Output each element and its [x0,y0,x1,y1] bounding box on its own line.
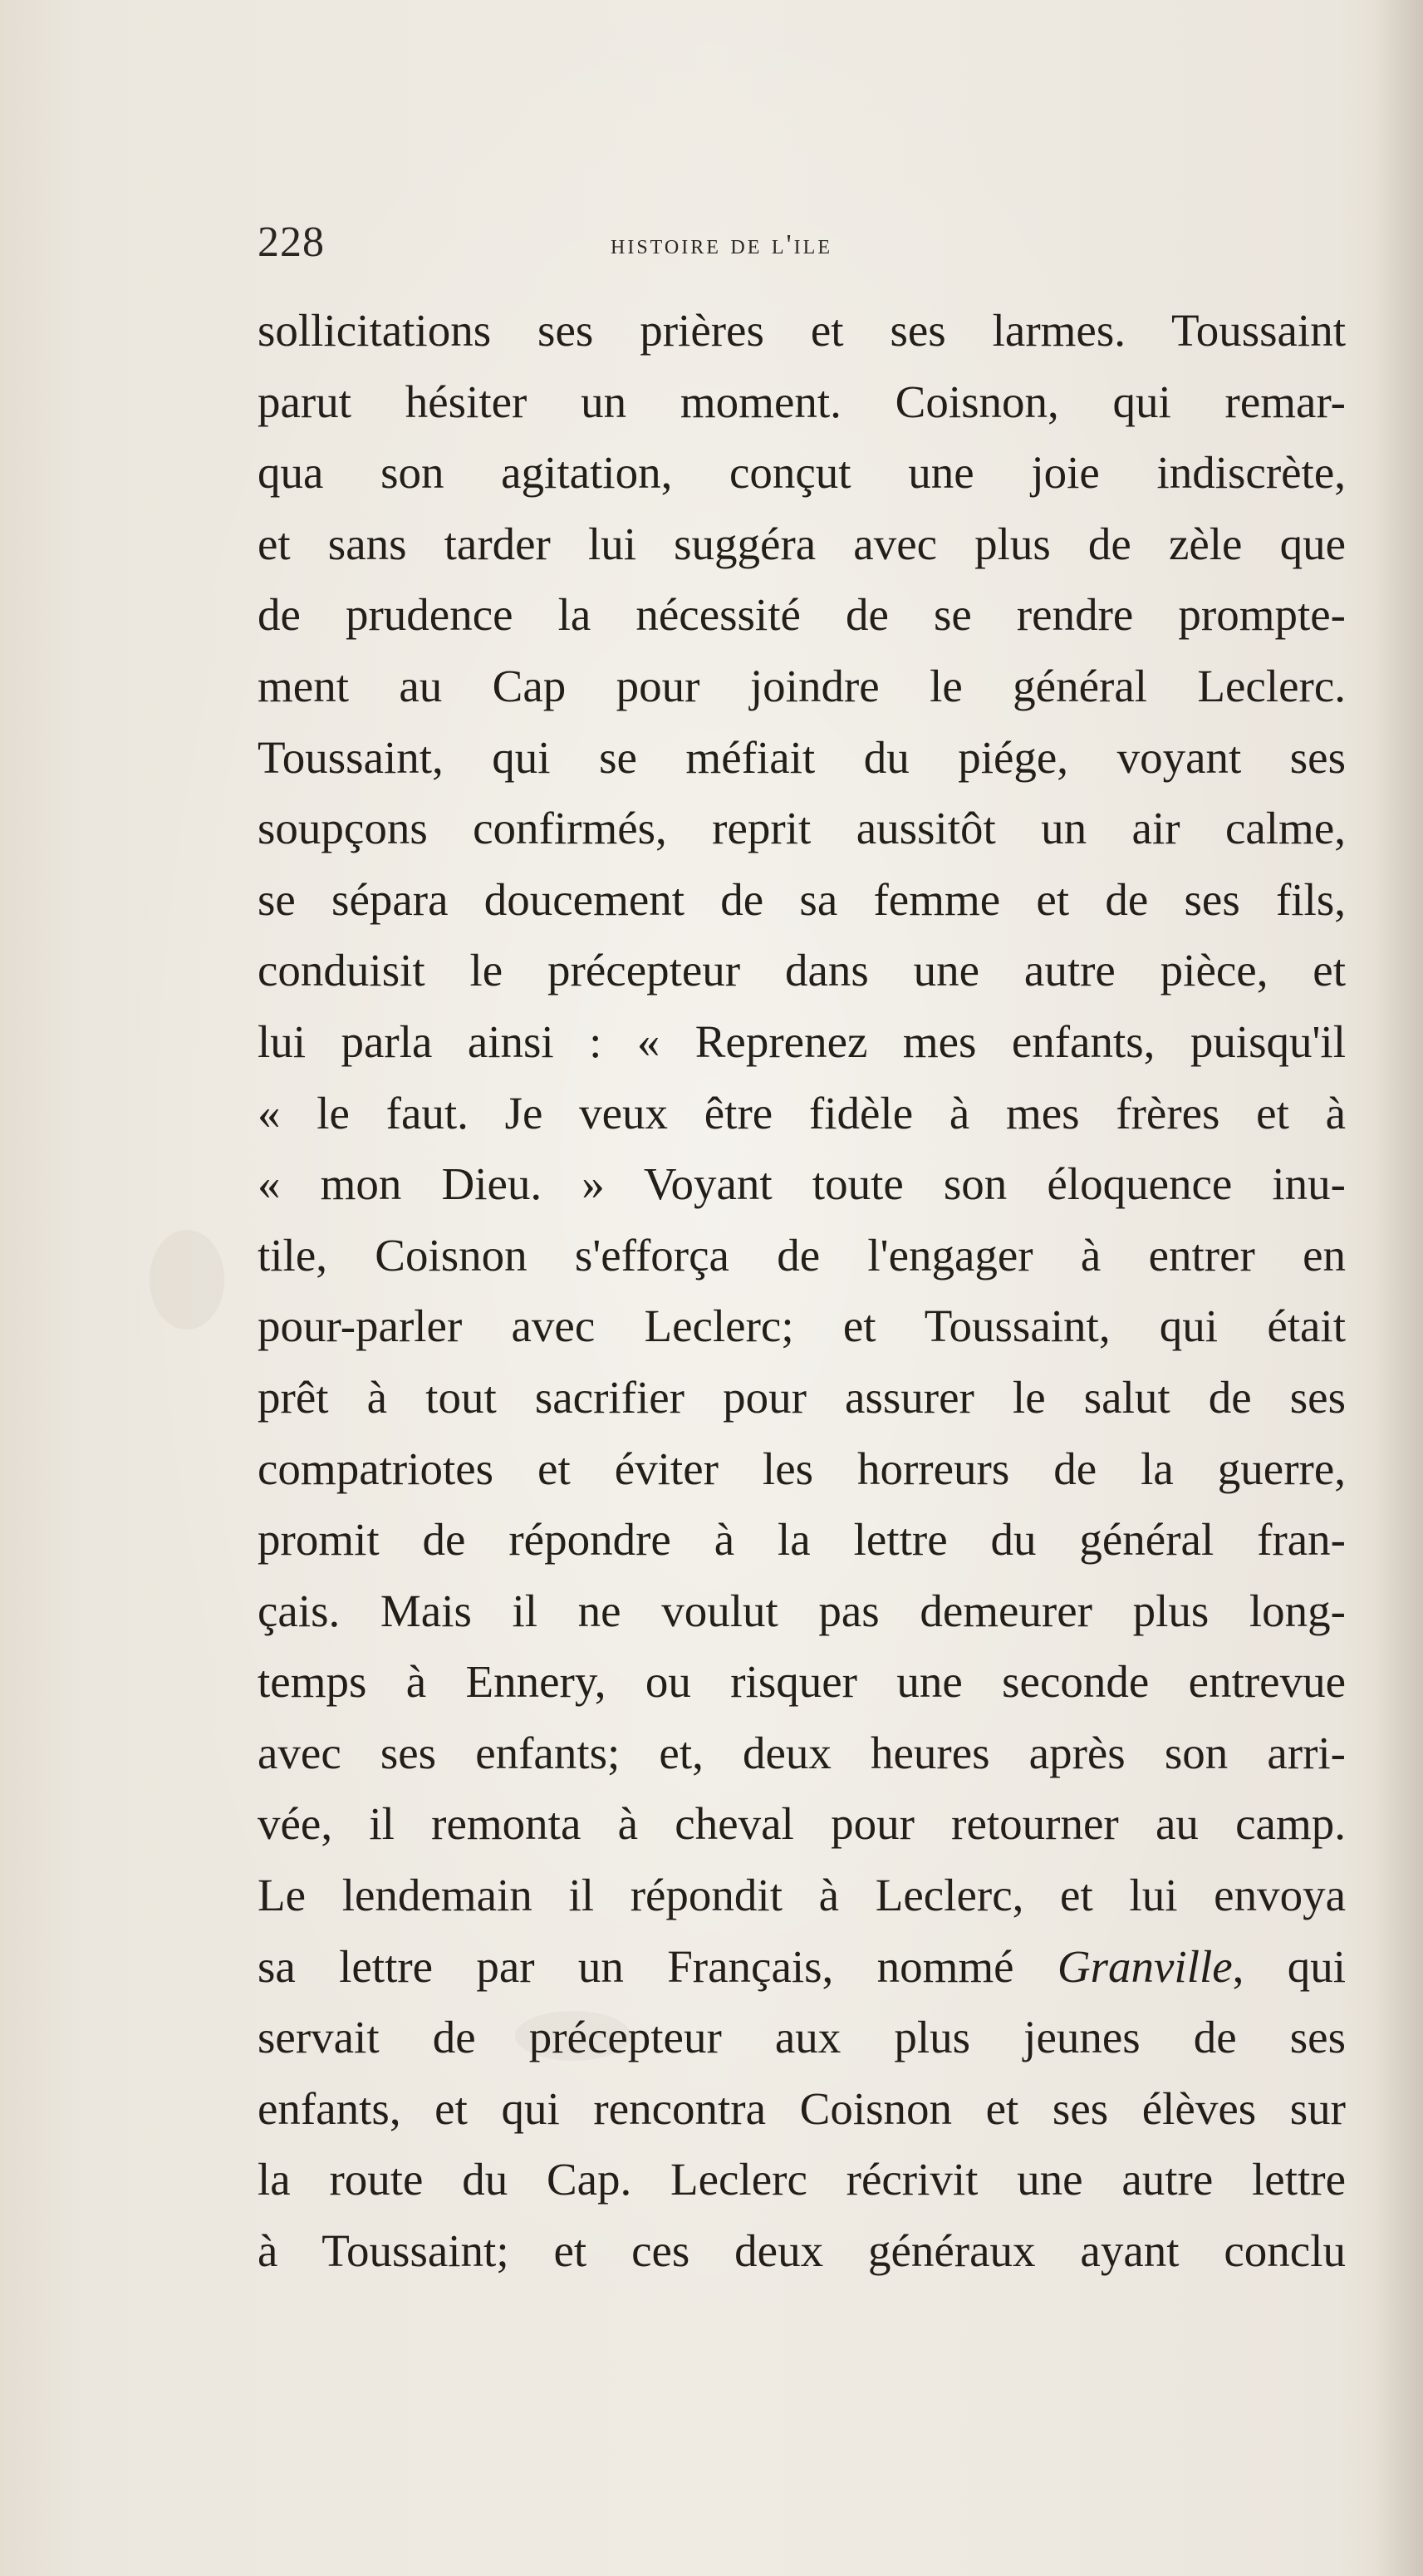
text-line: servait de précepteur aux plus jeunes de ses [258,2012,1346,2063]
text-line: tile, Coisnon s'efforça de l'engager à entrer en [258,1229,1346,1281]
text-line: enfants, et qui rencontra Coisnon et ses élèves sur [258,2082,1346,2134]
running-head: histoire de l'ile [611,229,832,260]
text-line: sollicitations ses prières et ses larmes. Toussaint [258,305,1346,356]
text-line: parut hésiter un moment. Coisnon, qui remar- [258,376,1346,427]
text-line: « mon Dieu. » Voyant toute son éloquence inu- [258,1158,1346,1210]
text-line: « le faut. Je veux être fidèle à mes frères et à [258,1087,1346,1138]
text-line: ment au Cap pour joindre le général Leclerc. [258,660,1346,711]
page-header [258,218,1346,276]
text-line: se sépara doucement de sa femme et de ses fils, [258,873,1346,925]
text-line: prêt à tout sacrifier pour assurer le salut de ses [258,1371,1346,1423]
body-text [258,295,1346,2287]
text-segment: sa lettre par un Français, nommé [258,1940,1057,1992]
text-line: çais. Mais il ne voulut pas demeurer plus long- [258,1585,1346,1636]
paper-stain [150,1230,224,1330]
page-number: 228 [258,219,325,266]
text-line: soupçons confirmés, reprit aussitôt un air calme, [258,803,1346,854]
text-line-with-italic [258,1931,1346,2003]
text-line: avec ses enfants; et, deux heures après son arri- [258,1727,1346,1778]
text-line: et sans tarder lui suggéra avec plus de zèle que [258,518,1346,569]
text-line: conduisit le précepteur dans une autre pièce, et [258,945,1346,996]
text-line: temps à Ennery, ou risquer une seconde entrevue [258,1656,1346,1708]
page-edge-shadow [1373,0,1423,2576]
italic-name: Granville [1057,1940,1233,1992]
text-line: promit de répondre à la lettre du général fran- [258,1514,1346,1566]
text-line: compatriotes et éviter les horreurs de la guerre, [258,1443,1346,1494]
text-line: vée, il remonta à cheval pour retourner au camp. [258,1798,1346,1850]
text-line: Toussaint, qui se méfiait du piége, voyant ses [258,731,1346,783]
text-line: pour-parler avec Leclerc; et Toussaint, qui était [258,1300,1346,1352]
text-line: lui parla ainsi : « Reprenez mes enfants, puisqu'il [258,1015,1346,1067]
text-line: la route du Cap. Leclerc récrivit une autre lettre [258,2154,1346,2205]
text-line: à Toussaint; et ces deux généraux ayant conclu [258,2225,1346,2277]
text-line: qua son agitation, conçut une joie indiscrète, [258,447,1346,499]
text-segment: , qui [1232,1940,1346,1992]
text-line: Le lendemain il répondit à Leclerc, et lui envoya [258,1870,1346,1921]
text-line: de prudence la nécessité de se rendre prompte- [258,589,1346,641]
